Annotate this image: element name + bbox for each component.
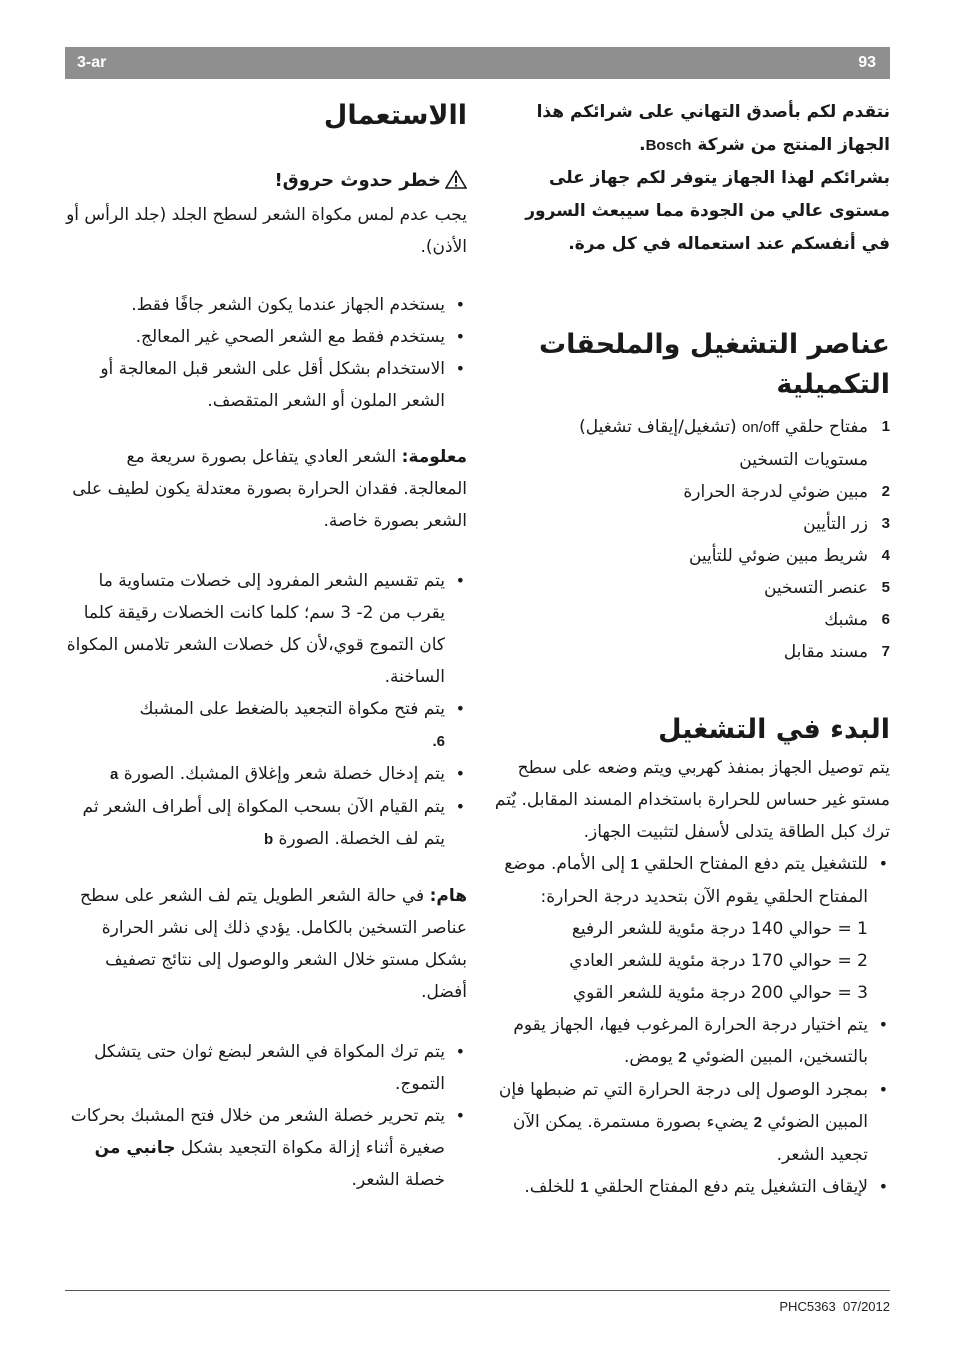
list-item: • الاستخدام بشكل أقل على الشعر قبل المعالجة أو الشعر الملون أو الشعر المتقصف. (65, 353, 467, 417)
list-item: • يتم إدخال خصلة شعر وإغلاق المشبك. الصورة a (65, 758, 467, 791)
list-item: • يستخدم فقط مع الشعر الصحي غير المعالج. (65, 321, 467, 353)
warning-title: خطر حدوث حروق! (65, 166, 467, 199)
right-column (487, 96, 890, 1204)
curling-steps (65, 565, 467, 856)
intro-line: نتقدم لكم بأصدق التهاني على شرائكم هذا (536, 102, 890, 122)
list-item: 4 شريط مبين ضوئي للتأيين (688, 546, 890, 566)
temperature-levels (487, 913, 890, 1009)
list-item: • يتم فتح مكواة التجعيد بالضغط على المشبك 6. (65, 693, 467, 758)
intro-paragraph (487, 96, 890, 261)
finishing-steps (65, 1036, 467, 1196)
list-item: • لإيقاف التشغيل يتم دفع المفتاح الحلقي 1 للخلف. (487, 1171, 890, 1204)
important-note: هام: في حالة الشعر الطويل يتم لف الشعر على سطح عناصر التسخين بالكامل. يؤدي ذلك إلى نشر الحرارة بشكل مستو خلال الشعر والوصول إلى نتائج تصفيف أفضل. (80, 886, 467, 1002)
model-number: PHC5363 (779, 1299, 836, 1314)
temperature-level: 2 = حوالي 170 درجة مئوية للشعر العادي (569, 951, 868, 971)
brand-name: Bosch (645, 137, 692, 154)
page-number: 93 (858, 54, 876, 71)
list-item: • يتم ترك المكواة في الشعر لبضع ثوان حتى يتشكل التموج. (65, 1036, 467, 1100)
list-item: • يتم القيام الآن بسحب المكواة إلى أطراف الشعر ثم يتم لف الخصلة. الصورة b (65, 791, 467, 856)
startup-heading: البدء في التشغيل (658, 714, 890, 745)
temperature-level: 3 = حوالي 200 درجة مئوية للشعر القوي (572, 983, 868, 1003)
warning-triangle-icon (445, 169, 467, 199)
usage-heading: االاستعمال (323, 100, 467, 131)
usage-bullets (65, 289, 467, 417)
info-note: معلومة: الشعر العادي يتفاعل بصورة سريعة مع المعالجة. فقدان الحرارة بصورة معتدلة يكون لطيف على الشعر بصورة خاصة. (72, 447, 467, 531)
list-item: 5 عنصر التسخين (763, 578, 890, 598)
intro-line: في أنفسكم عند استعماله في كل مرة. (568, 234, 890, 254)
footer-info (779, 1299, 890, 1314)
intro-line: الجهاز المنتج من شركة Bosch. (639, 135, 890, 155)
list-item: • يتم تقسيم الشعر المفرود إلى خصلات متساوية ما يقرب من 2- 3 سم؛ كلما كانت الخصلات رقيقة كلما كان التموج قوي،لأن كل خصلات الشعر تلامس المكواة الساخنة. (65, 565, 467, 693)
left-column (65, 96, 467, 1196)
startup-bullets (487, 848, 890, 913)
intro-line: بشرائكم لهذا الجهاز يتوفر لكم جهاز على (549, 168, 890, 188)
list-item: 2 مبين ضوئي لدرجة الحرارة (683, 482, 890, 502)
footer-rule (65, 1290, 890, 1291)
warning-text: يجب عدم لمس مكواة الشعر لسطح الجلد (جلد الرأس أو الأذن). (66, 205, 467, 257)
page-header-bar (65, 47, 890, 79)
list-item: • يستخدم الجهاز عندما يكون الشعر جافًا فقط. (65, 289, 467, 321)
components-heading: عناصر التشغيل والملحقات التكميلية (539, 329, 890, 400)
list-item: 3 زر التأيين (803, 514, 890, 534)
language-code: 3-ar (77, 54, 107, 71)
list-item: • بمجرد الوصول إلى درجة الحرارة التي تم ضبطها فإن المبين الضوئي 2 يضيء بصورة مستمرة. يمكن الآن تجعيد الشعر. (487, 1074, 890, 1171)
components-list (487, 411, 890, 668)
list-item: 7 مسند مقابل (783, 642, 890, 662)
list-item: • للتشغيل يتم دفع المفتاح الحلقي 1 إلى الأمام. موضع المفتاح الحلقي يقوم الآن بتحديد درجة الحرارة: (487, 848, 890, 913)
list-item: 1 مفتاح حلقي on/off (تشغيل/إيقاف تشغيل) مستويات التسخين (579, 417, 890, 470)
list-item: • يتم اختيار درجة الحرارة المرغوب فيها، الجهاز يقوم بالتسخين، المبين الضوئي 2 يومض. (487, 1009, 890, 1074)
intro-line: مستوى عالي من الجودة مما سيبعث السرور (525, 201, 890, 221)
startup-paragraph: يتم توصيل الجهاز بمنفذ كهربي ويتم وضعه على سطح مستو غير حساس للحرارة باستخدام المسند المقابل. يٌتم ترك كبل الطاقة يتدلى لأسفل لتثبيت الجهاز. (494, 758, 890, 842)
print-date: 07/2012 (843, 1299, 890, 1314)
list-item: 6 مشبك (824, 610, 890, 630)
temperature-level: 1 = حوالي 140 درجة مئوية للشعر الرفيع (571, 919, 868, 939)
startup-bullets-2 (487, 1009, 890, 1204)
list-item: • يتم تحرير خصلة الشعر من خلال فتح المشبك بحركات صغيرة أثناء إزالة مكواة التجعيد بشكل جانبي من خصلة الشعر. (65, 1100, 467, 1196)
